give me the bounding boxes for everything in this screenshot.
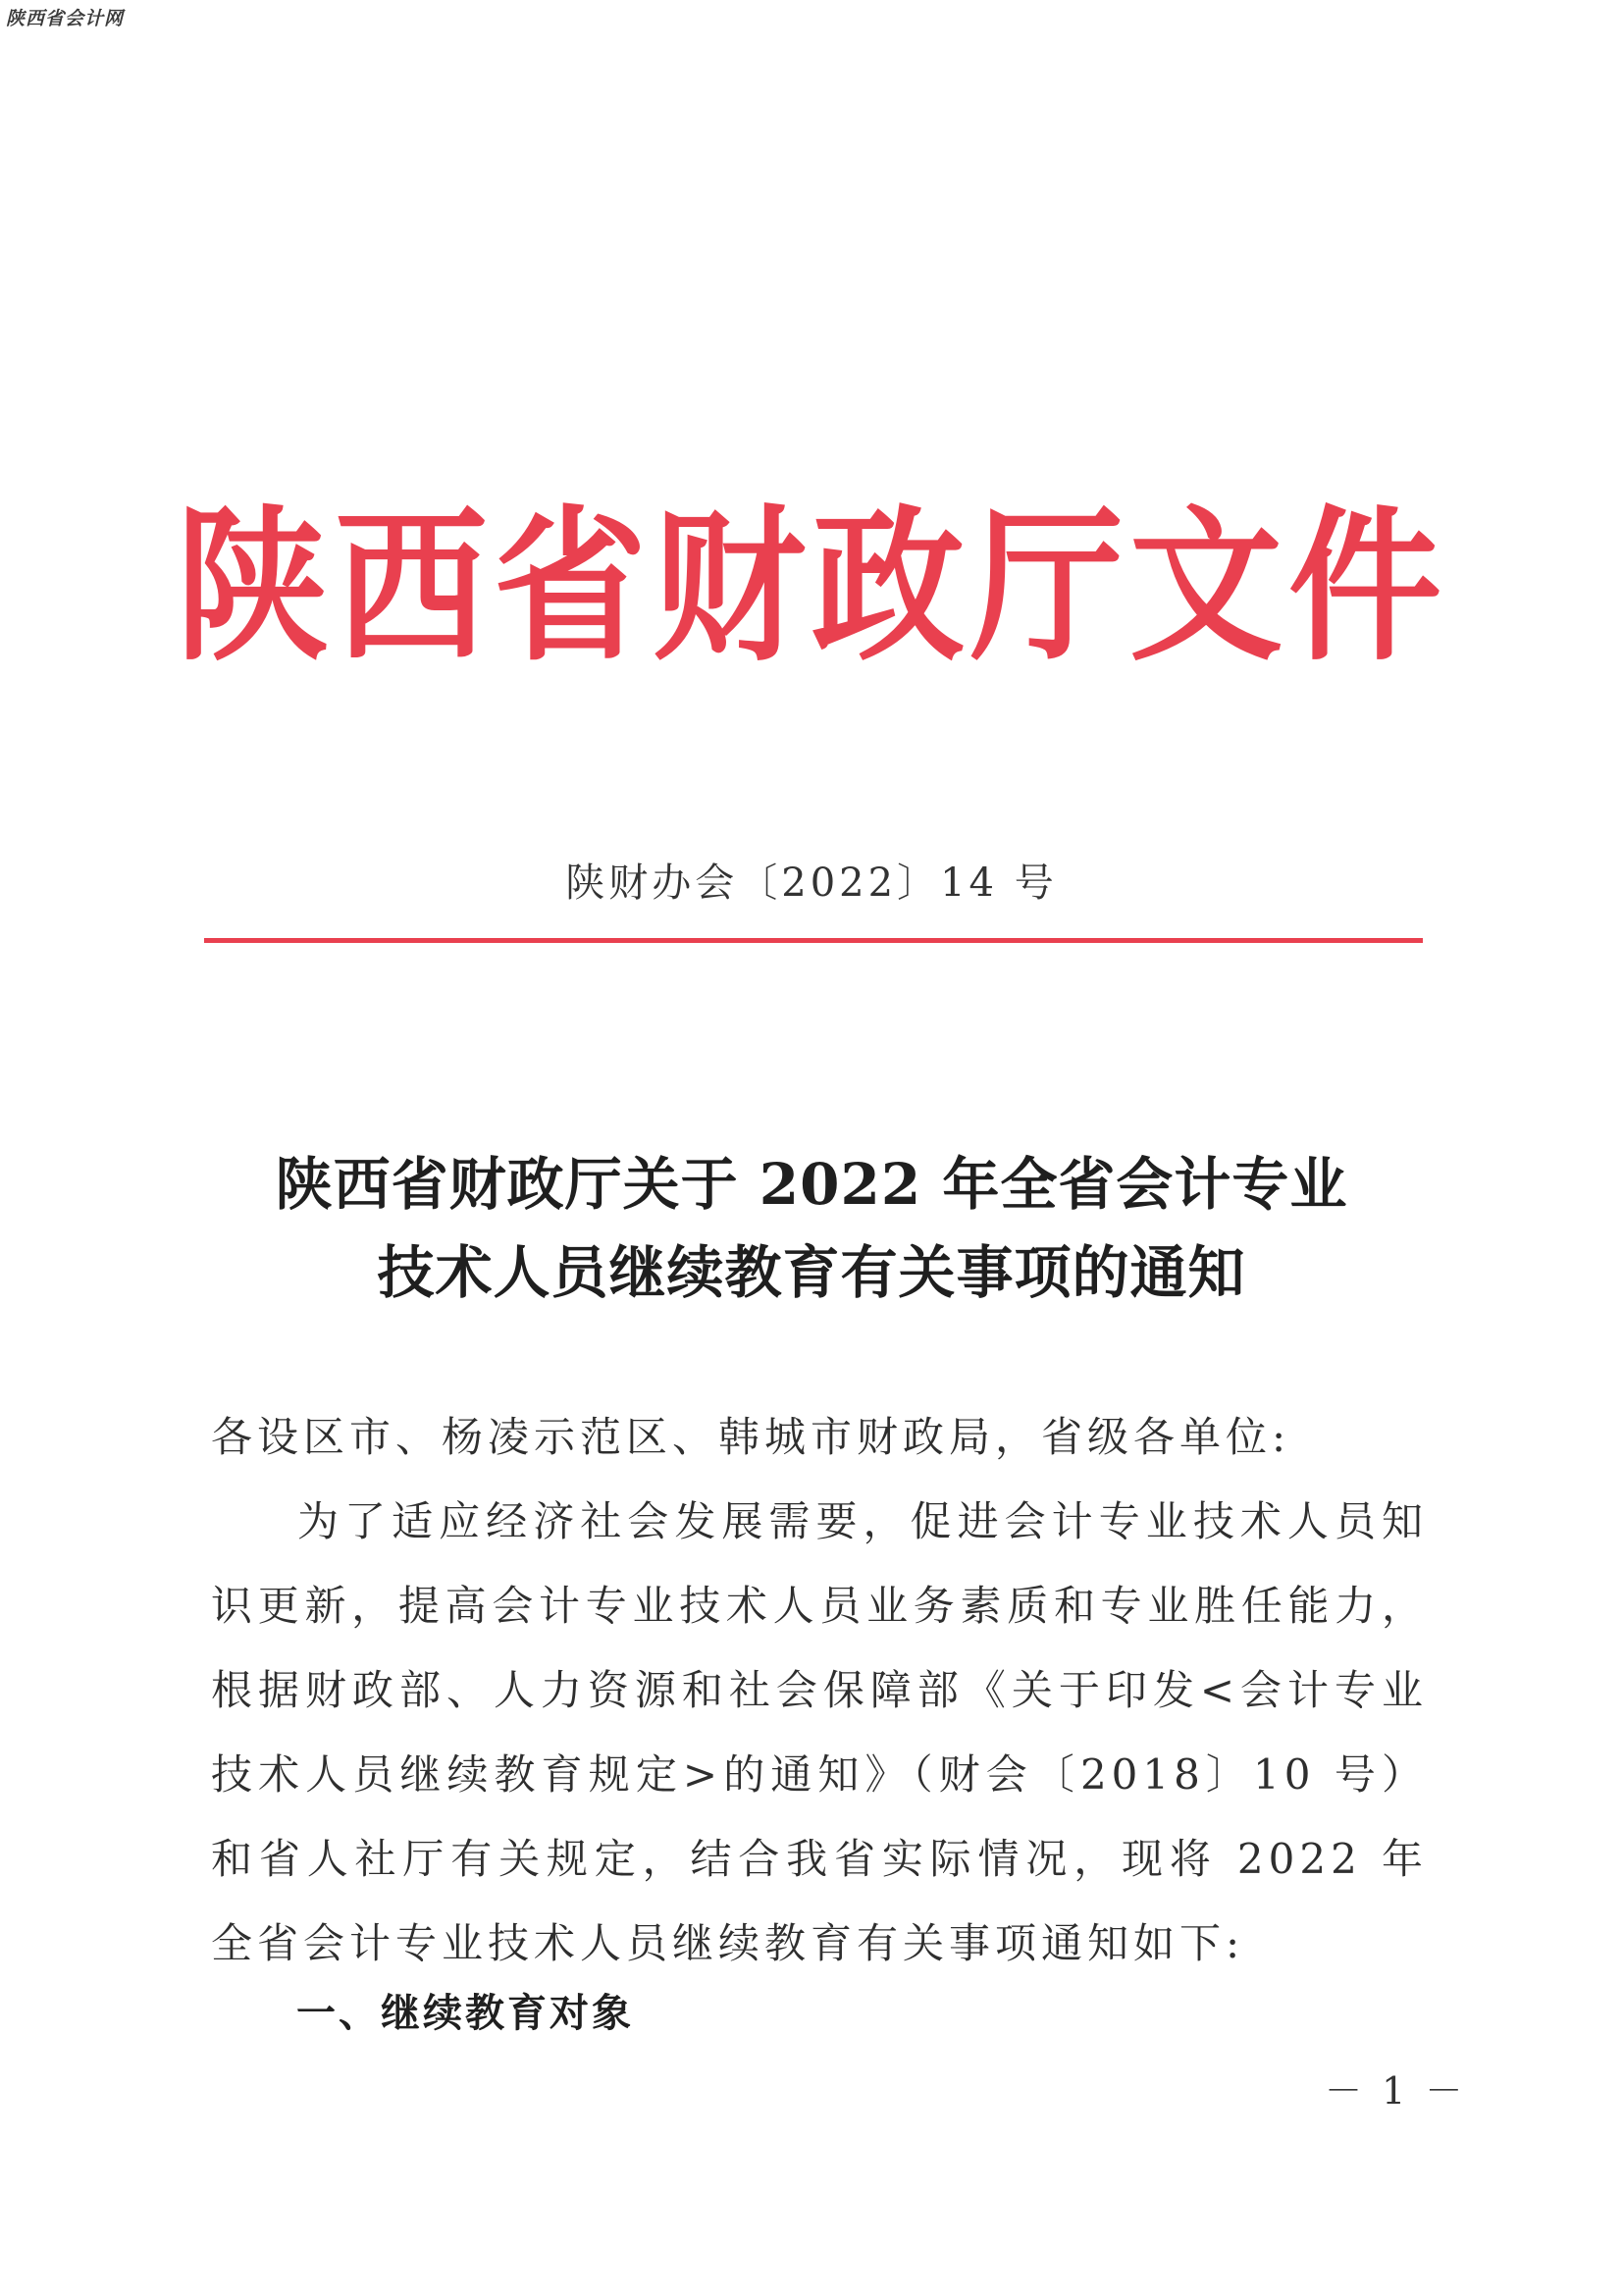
section-heading: 一、继续教育对象 xyxy=(296,1991,634,2036)
notice-title xyxy=(0,1140,1623,1317)
red-divider-line xyxy=(204,938,1423,943)
body-paragraph: 为了适应经济社会发展需要，促进会计专业技术人员知识更新，提高会计专业技术人员业务素质和专业胜任能力，根据财政部、人力资源和社会保障部《关于印发<会计专业技术人员继续教育规定>的通知》（财会〔2018〕10 号）和省人社厅有关规定，结合我省实际情况，现将 2022 年全省会计专业技术人员继续教育有关事项通知如下: xyxy=(211,1497,1428,1967)
notice-body xyxy=(211,1395,1428,1986)
document-issuer-header: 陕西省财政厅文件 xyxy=(176,489,1447,684)
notice-title-line-1: 陕西省财政厅关于 2022 年全省会计专业 xyxy=(275,1151,1348,1218)
notice-title-line-2: 技术人员继续教育有关事项的通知 xyxy=(377,1239,1246,1306)
page-number: － 1 － xyxy=(1325,2069,1467,2113)
document-number: 陕财办会〔2022〕14 号 xyxy=(565,861,1058,906)
site-watermark: 陕西省会计网 xyxy=(6,8,125,29)
salutation: 各设区市、杨凌示范区、韩城市财政局，省级各单位: xyxy=(211,1413,1291,1461)
